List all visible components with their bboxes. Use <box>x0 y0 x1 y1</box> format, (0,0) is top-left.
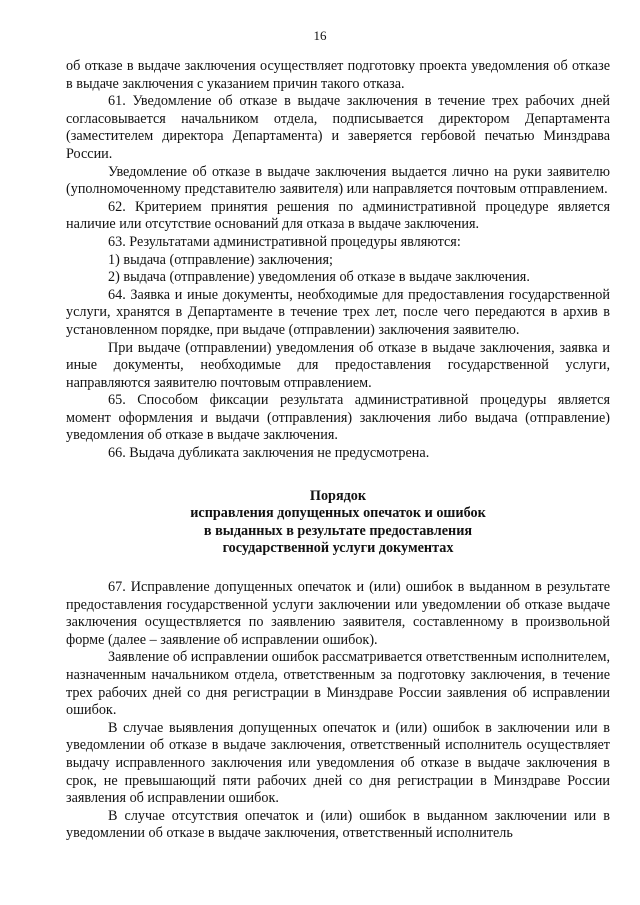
paragraph: 1) выдача (отправление) заключения; <box>108 251 333 268</box>
paragraph: 66. Выдача дубликата заключения не предусмотрена. <box>108 445 430 462</box>
paragraph: 67. Исправление допущенных опечаток и (или) ошибок в выданном в результате предоставления государственной услуги заключении или уведомлении об отказе выдаче заключения осуществляется по заявлению заявителя, составленному в произвольной форме (далее – заявление об исправлении ошибок). <box>66 579 610 648</box>
section-heading-line: Порядок <box>309 487 367 504</box>
paragraph: об отказе в выдаче заключения осуществляет подготовку проекта уведомления об отказе в выдаче заключения с указанием причин такого отказа. <box>66 58 610 92</box>
paragraphs-after-heading <box>66 579 610 843</box>
paragraph: 62. Критерием принятия решения по административной процедуре является наличие или отсутствие оснований для отказа в выдаче заключения. <box>66 198 610 233</box>
paragraph: Заявление об исправлении ошибок рассматривается ответственным исполнителем, назначенным начальником отдела, ответственным за подготовку заключения, в течение трех рабочих дней со дня регистрации в Минздраве России заявления об исправлении ошибок. <box>66 649 610 719</box>
page-number: 16 <box>313 28 327 43</box>
paragraph: При выдаче (отправлении) уведомления об отказе в выдаче заключения, заявка и иные документы, необходимые для предоставления государственной услуги, направляются заявителю почтовым отправлением. <box>66 339 610 391</box>
paragraph: 63. Результатами административной процедуры являются: <box>108 233 461 250</box>
paragraph: Уведомление об отказе в выдаче заключения выдается лично на руки заявителю (уполномоченному представителю заявителя) или направляется почтовым отправлением. <box>66 163 610 198</box>
section-heading <box>66 488 610 558</box>
section-heading-line: в выданных в результате предоставления <box>203 522 473 539</box>
document-body <box>66 58 610 843</box>
paragraph: В случае выявления допущенных опечаток и (или) ошибок в заключении или в уведомлении об отказе в выдаче заключения, ответственный исполнитель осуществляет выдачу исправленного заключения или уведомления об отказе в выдаче заключения в срок, не превышающий пяти рабочих дней со дня регистрации в Минздраве России заявления об исправлении ошибок. <box>66 719 610 807</box>
paragraph: 64. Заявка и иные документы, необходимые для предоставления государственной услуги, хранятся в Департаменте в течение трех лет, после чего передаются в архив в установленном порядке, при выдаче (отправлении) заключения заявителю. <box>66 286 610 338</box>
section-heading-line: государственной услуги документах <box>222 540 454 557</box>
paragraph: 2) выдача (отправление) уведомления об отказе в выдаче заключения. <box>108 269 530 286</box>
paragraph: В случае отсутствия опечаток и (или) ошибок в выданном заключении или в уведомлении об отказе в выдаче заключения, ответственный исполнитель <box>66 807 610 842</box>
paragraphs-before-heading <box>66 58 610 463</box>
paragraph: 61. Уведомление об отказе в выдаче заключения в течение трех рабочих дней согласовывается начальником отдела, подписывается директором Департамента (заместителем директора Департамента) и заверяется гербовой печатью Минздрава России. <box>66 93 610 162</box>
paragraph: 65. Способом фиксации результата административной процедуры является момент оформления и выдачи (отправления) заключения либо выдача (отправление) уведомления об отказе в выдаче заключения. <box>66 392 610 444</box>
section-heading-line: исправления допущенных опечаток и ошибок <box>190 505 486 522</box>
